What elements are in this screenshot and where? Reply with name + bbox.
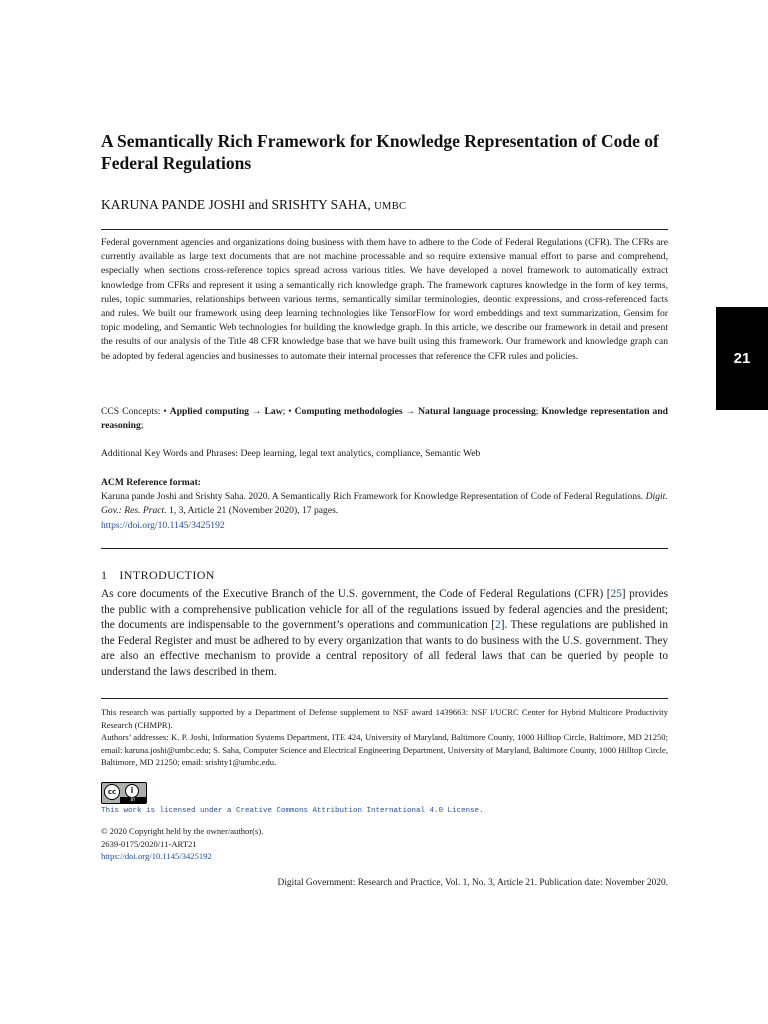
- author-names: KARUNA PANDE JOSHI and SRISHTY SAHA,: [101, 197, 371, 212]
- creative-commons-badge[interactable]: [101, 782, 147, 804]
- issn-article-id: 2639-0175/2020/11-ART21: [101, 838, 197, 849]
- abstract: Federal government agencies and organizations doing business with them have to adhere to the Code of Federal Regulations (CFR). The CFRs are currently available as large text documents that are not machine processable and so require extensive manual effort to parse and comprehend, especially when sections cross-reference topics spread across various titles. We have developed a novel framework to automatically extract knowledge from CFRs and represent it using a semantically rich knowledge graph. The framework captures knowledge in the form of key terms, rules, topic summaries, relationships between various terms, semantically similar terminologies, deontic expressions, and cross-referenced facts and rules. We built our framework using deep learning technologies like TensorFlow for word embeddings and text summarization, Gensim for topic modeling, and Semantic Web technologies for building the knowledge graph. In this article, we describe our framework in detail and present the results of our analysis of the Title 48 CFR knowledge base that we have built using this framework. Our framework and knowledge graph can be adopted by federal agencies and businesses to automate their internal processes that reference the CFR rules and policies.: [101, 237, 668, 362]
- intro-text-a: As core documents of the Executive Branch of the U.S. government, the Code of Federal Regulations (CFR) [: [101, 588, 611, 600]
- acm-reference-text-a: Karuna pande Joshi and Srishty Saha. 2020. A Semantically Rich Framework for Knowledge Representation of Code of Federal Regulations.: [101, 491, 646, 503]
- section-number: 1: [101, 568, 108, 582]
- ccs-concept-2: Computing methodologies: [294, 406, 403, 417]
- copyright-block: [101, 825, 263, 863]
- acm-reference-journal: Digit. Gov.: Res. Pract.: [101, 491, 668, 517]
- ccs-concept-1: Applied computing: [169, 406, 249, 417]
- author-line: [101, 196, 406, 216]
- ccs-prefix: CCS Concepts: •: [101, 406, 167, 417]
- section-title: INTRODUCTION: [119, 568, 215, 582]
- acm-reference-doi-link[interactable]: https://doi.org/10.1145/3425192: [101, 519, 225, 531]
- copyright-notice: © 2020 Copyright held by the owner/author(s).: [101, 826, 264, 836]
- front-matter-rule: [101, 548, 668, 549]
- acm-reference-text-b: 1, 3, Article 21 (November 2020), 17 pages.: [166, 505, 339, 517]
- ccs-concepts: [101, 405, 668, 433]
- ccs-concept-2-sub: Natural language processing: [418, 406, 536, 417]
- header-rule: [101, 229, 668, 230]
- citation-link-2[interactable]: 2: [495, 619, 501, 631]
- ccs-arrow-1: →: [248, 406, 265, 417]
- footnotes: [101, 706, 668, 769]
- ccs-arrow-2: →: [402, 406, 419, 417]
- author-affiliation: UMBC: [374, 201, 407, 212]
- paper-title: A Semantically Rich Framework for Knowledge Representation of Code of Federal Regulations: [101, 131, 659, 173]
- ccs-concept-1-sub: Law: [264, 406, 283, 417]
- ccs-separator: ; •: [282, 406, 295, 417]
- article-number-tab: 21: [716, 307, 768, 410]
- attribution-icon: i: [125, 784, 139, 798]
- by-label-bar: [120, 797, 146, 803]
- license-link[interactable]: This work is licensed under a Creative Commons Attribution International 4.0 License.: [101, 807, 484, 815]
- intro-text-c: ]. These regulations are published in the Federal Register and must be adhered to by every organization that wants to do business with the U.S. government. They are also an effective mechanism to provide a central repository of all federal laws that can be queried by people to understand the laws described in them.: [101, 619, 668, 678]
- funding-note: This research was partially supported by a Department of Defense supplement to NSF award 1439663: NSF I/UCRC Center for Hybrid Multicore Productivity Research (CHMPR).: [101, 707, 668, 730]
- author-addresses: Authors’ addresses: K. P. Joshi, Information Systems Department, ITE 424, University of Maryland, Baltimore County, 1000 Hilltop Circle, Baltimore, MD 21250; email: karuna.joshi@umbc.edu; S. Saha, Computer Science and Electrical Engineering Department, University of Maryland, Baltimore County, 1000 Hilltop Circle, Baltimore, MD 21250; email: srishty1@umbc.edu.: [101, 732, 668, 768]
- additional-keywords: Additional Key Words and Phrases: Deep learning, legal text analytics, compliance, Semantic Web: [101, 448, 481, 459]
- copyright-doi-link[interactable]: https://doi.org/10.1145/3425192: [101, 851, 212, 862]
- by-label: BY: [130, 797, 136, 802]
- ccs-separator-2: ;: [535, 406, 542, 417]
- journal-footer: Digital Government: Research and Practice, Vol. 1, No. 3, Article 21. Publication date: November 2020.: [277, 878, 668, 888]
- citation-link-25[interactable]: 25: [610, 588, 622, 600]
- intro-text-b: ] provides the public with a comprehensive publication vehicle for all of the regulations issued by federal agencies and the president; the documents are indispensable to the government’s operations and communication [: [101, 588, 668, 631]
- ccs-end: ;: [140, 420, 144, 432]
- footnote-rule: [101, 698, 668, 699]
- acm-reference-heading: ACM Reference format:: [101, 477, 201, 488]
- section-heading: [101, 567, 215, 583]
- ccs-concept-3: Knowledge representation and reasoning: [101, 406, 669, 432]
- acm-reference: [101, 476, 668, 533]
- cc-icon: cc: [104, 784, 120, 800]
- introduction-paragraph: [101, 587, 668, 680]
